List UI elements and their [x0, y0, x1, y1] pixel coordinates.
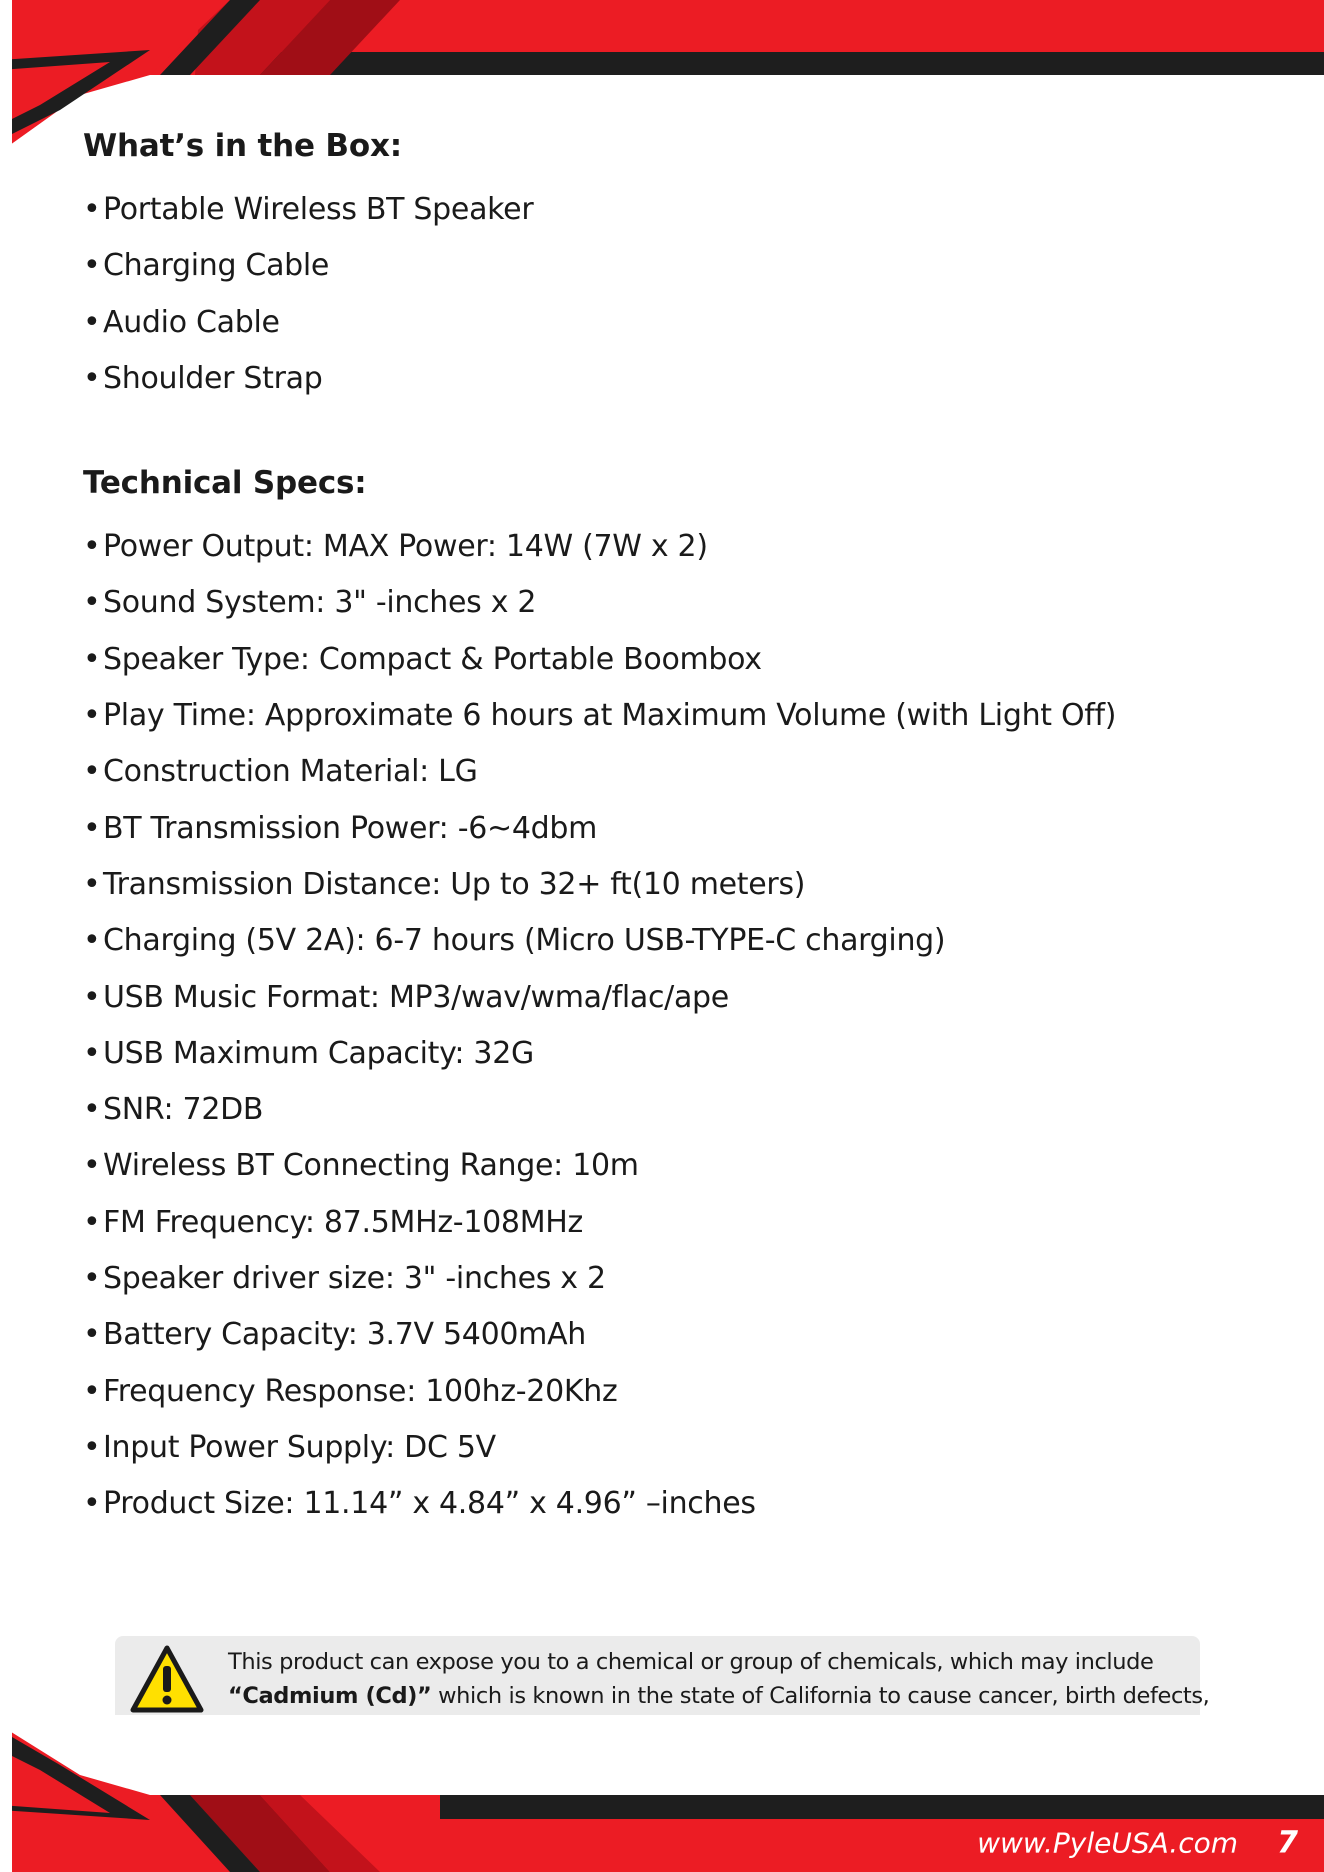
list-item: • Speaker driver size: 3" -inches x 2 — [83, 1251, 1263, 1307]
list-item: • Play Time: Approximate 6 hours at Maximum Volume (with Light Off) — [83, 688, 1263, 744]
list-item: • Frequency Response: 100hz-20Khz — [83, 1364, 1263, 1420]
list-item: • BT Transmission Power: -6~4dbm — [83, 801, 1263, 857]
box-items-list — [83, 182, 1263, 407]
warning-triangle-icon — [129, 1644, 205, 1714]
list-item: • Speaker Type: Compact & Portable Boombox — [83, 632, 1263, 688]
list-item: • USB Music Format: MP3/wav/wma/flac/ape — [83, 970, 1263, 1026]
list-item: • Charging (5V 2A): 6-7 hours (Micro USB-TYPE-C charging) — [83, 913, 1263, 969]
list-item: • SNR: 72DB — [83, 1082, 1263, 1138]
list-item: • Input Power Supply: DC 5V — [83, 1420, 1263, 1476]
warning-line-2 — [228, 1679, 1210, 1713]
warning-chemical-name: “Cadmium (Cd)” — [228, 1683, 432, 1709]
list-item: • Product Size: 11.14” x 4.84” x 4.96” –inches — [83, 1476, 1263, 1532]
page-content — [83, 126, 1263, 1533]
footer-website[interactable]: www.PyleUSA.com — [977, 1826, 1238, 1860]
list-item: • USB Maximum Capacity: 32G — [83, 1026, 1263, 1082]
specs-items-list — [83, 519, 1263, 1532]
list-item: • FM Frequency: 87.5MHz-108MHz — [83, 1195, 1263, 1251]
list-item: • Power Output: MAX Power: 14W (7W x 2) — [83, 519, 1263, 575]
list-item: • Charging Cable — [83, 238, 1263, 294]
list-item: • Audio Cable — [83, 295, 1263, 351]
list-item: • Portable Wireless BT Speaker — [83, 182, 1263, 238]
box-section-title: What’s in the Box: — [83, 128, 402, 164]
specs-section-title: Technical Specs: — [83, 465, 367, 502]
list-item: • Sound System: 3" -inches x 2 — [83, 575, 1263, 631]
list-item: • Transmission Distance: Up to 32+ ft(10 meters) — [83, 857, 1263, 913]
list-item: • Wireless BT Connecting Range: 10m — [83, 1138, 1263, 1194]
warning-line-1: This product can expose you to a chemical or group of chemicals, which may include — [228, 1649, 1154, 1675]
list-item: • Shoulder Strap — [83, 351, 1263, 407]
list-item: • Construction Material: LG — [83, 744, 1263, 800]
list-item: • Battery Capacity: 3.7V 5400mAh — [83, 1307, 1263, 1363]
warning-line-2-text: which is known in the state of California to cause cancer, birth defects, — [431, 1683, 1210, 1709]
page-number: 7 — [1277, 1825, 1298, 1861]
